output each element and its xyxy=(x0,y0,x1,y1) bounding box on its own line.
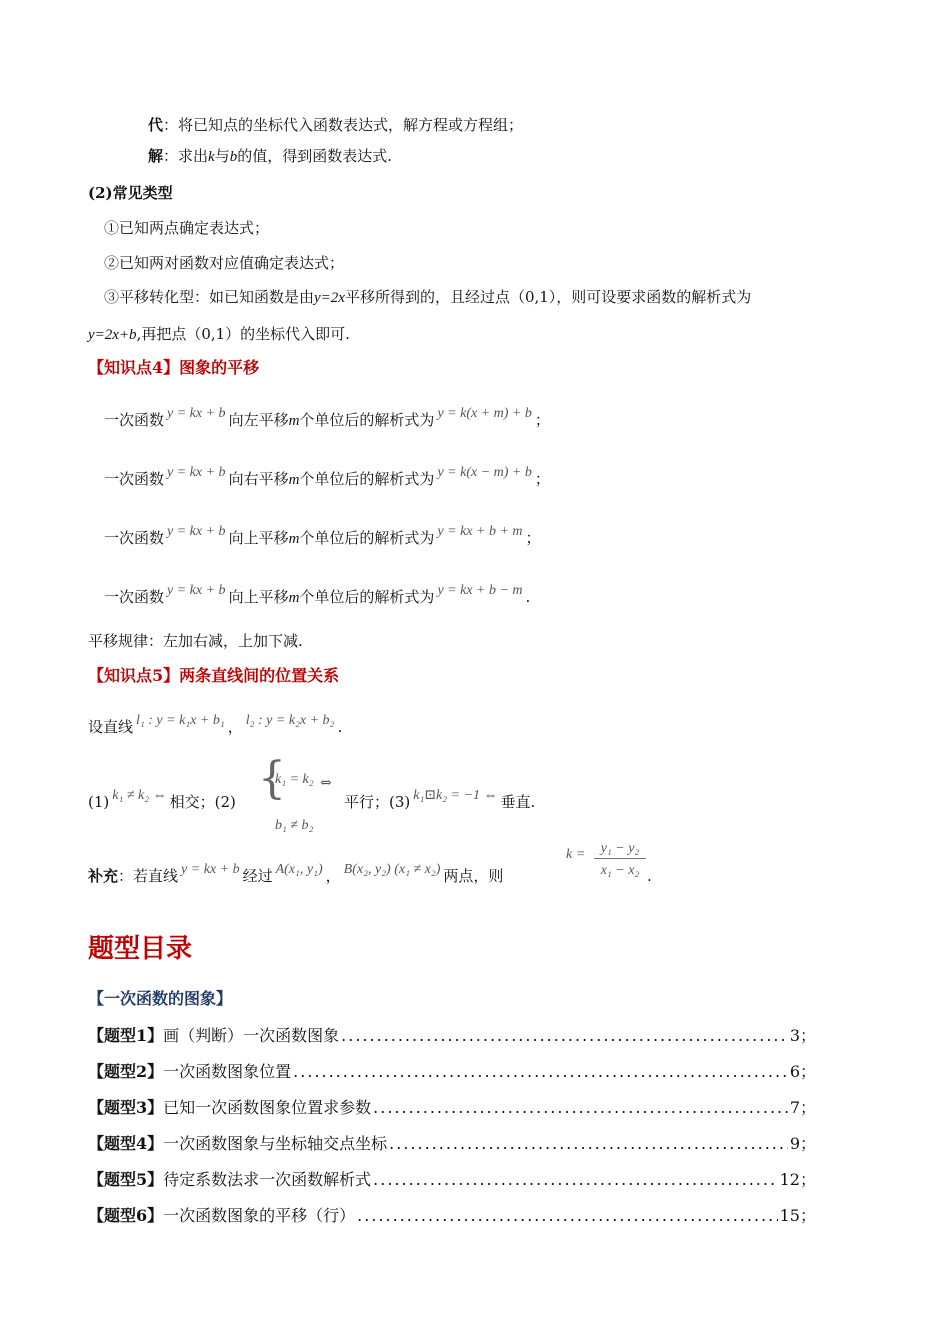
toc-entry-tag: 【题型1】 xyxy=(88,1026,164,1045)
step-dai xyxy=(148,115,523,135)
kp4-mid: 个单位后的解析式为 xyxy=(299,411,435,429)
kp5-supplement xyxy=(88,862,504,888)
kp4-dir: 向右平移 xyxy=(228,470,289,488)
common-type-item: ①已知两点确定表达式； xyxy=(104,219,270,237)
toc-entry-tag: 【题型3】 xyxy=(88,1098,164,1117)
toc-entry[interactable] xyxy=(88,1025,816,1047)
toc-entry-text: 已知一次函数图象位置求参数 xyxy=(163,1098,372,1117)
step-jie-text: 与 xyxy=(214,147,230,165)
step-jie-text: ：求出 xyxy=(163,147,209,165)
kp4-m: m xyxy=(288,531,300,547)
common-type-text: ,再把点（0,1）的坐标代入即可. xyxy=(136,325,350,343)
step-dai-label: 代 xyxy=(148,116,164,134)
kp5-comma: ， xyxy=(227,718,243,736)
toc-entry-tag: 【题型2】 xyxy=(88,1062,164,1081)
kp4-result: y = kx + b − m xyxy=(437,583,523,598)
kp5-set-text: 设直线 xyxy=(88,718,134,736)
kp4-end: ； xyxy=(525,529,541,547)
kp5-slope-label: k = xyxy=(566,847,586,862)
toc-leader-dots xyxy=(373,1097,788,1119)
toc-entry-text: 一次函数图象的平移（行） xyxy=(163,1206,356,1225)
toc-entry[interactable] xyxy=(88,1169,816,1191)
toc-section: 【一次函数的图象】 xyxy=(88,989,233,1008)
kp4-end: ； xyxy=(534,411,550,429)
toc-entry-tag: 【题型4】 xyxy=(88,1134,164,1153)
kp4-dir: 向上平移 xyxy=(228,529,289,547)
kp5-case2-bot: b₁ ≠ b₂ xyxy=(275,818,314,833)
toc-entry[interactable] xyxy=(88,1061,816,1083)
toc-entry[interactable] xyxy=(88,1133,816,1155)
kp5-supp-text: ， xyxy=(325,867,341,885)
toc-entry-tag: 【题型5】 xyxy=(88,1170,164,1189)
kp5-case1-res: 相交；(2) xyxy=(169,793,236,811)
kp5-supp-text: 经过 xyxy=(242,867,273,885)
kp5-case2-arrow: ⇔ xyxy=(320,775,332,791)
toc-entry-page: 12； xyxy=(779,1170,816,1189)
kp5-case1 xyxy=(88,788,236,814)
common-type-eq: y=2x+b xyxy=(88,327,137,343)
toc-title: 题型目录 xyxy=(88,934,193,964)
kp4-mid: 个单位后的解析式为 xyxy=(299,470,435,488)
kp5-case2-brace: { xyxy=(258,753,286,804)
toc-entry-text: 画（判断）一次函数图象 xyxy=(163,1026,340,1045)
toc-leader-dots xyxy=(293,1061,788,1083)
common-types-heading: (2)常见类型 xyxy=(88,184,173,202)
kp5-supp-point-a: A(x₁, y₁) xyxy=(275,862,323,877)
kp4-line xyxy=(104,465,550,491)
common-type-item-cont xyxy=(88,324,350,345)
kp4-mid: 个单位后的解析式为 xyxy=(299,588,435,606)
kp5-supp-period: . xyxy=(647,867,652,885)
toc-leader-dots xyxy=(341,1025,788,1047)
toc-entry-page: 6； xyxy=(789,1062,816,1081)
toc-entry-text: 待定系数法求一次函数解析式 xyxy=(163,1170,372,1189)
toc-entry-page: 7； xyxy=(789,1098,816,1117)
kp5-supp-point-b: B(x₂, y₂) (x₁ ≠ x₂) xyxy=(343,862,441,877)
kp4-fn: y = kx + b xyxy=(167,524,226,539)
kp4-dir: 向上平移 xyxy=(228,588,289,606)
step-jie-text: 的值，得到函数表达式. xyxy=(237,147,392,165)
kp4-fn: y = kx + b xyxy=(167,406,226,421)
step-dai-text: ：将已知点的坐标代入函数表达式，解方程或方程组； xyxy=(163,116,524,134)
kp4-mid: 个单位后的解析式为 xyxy=(299,529,435,547)
kp4-rule: 平移规律：左加右减，上加下减. xyxy=(88,632,303,650)
kp4-result: y = kx + b + m xyxy=(437,524,523,539)
kp4-fn: y = kx + b xyxy=(167,465,226,480)
kp5-case1-eq: k₁ ≠ k₂ ⇔ xyxy=(112,788,167,803)
kp5-case2 xyxy=(344,788,536,814)
kp4-line xyxy=(104,583,531,609)
toc-entry-text: 一次函数图象位置 xyxy=(163,1062,292,1081)
toc-leader-dots xyxy=(373,1169,777,1191)
kp4-title: 【知识点4】图象的平移 xyxy=(88,358,260,377)
kp5-l2: l₂ : y = k₂x + b₂ xyxy=(245,713,335,728)
kp4-end: ； xyxy=(534,470,550,488)
common-type-item: ②已知两对函数对应值确定表达式； xyxy=(104,254,345,272)
kp5-supp-label: 补充 xyxy=(88,867,119,885)
kp5-slope-denominator: x₁ − x₂ xyxy=(600,863,640,878)
kp4-dir: 向左平移 xyxy=(228,411,289,429)
toc-entry-page: 15； xyxy=(779,1206,816,1225)
common-type-text: 平移所得到的，且经过点（0,1），则可设要求函数的解析式为 xyxy=(344,288,752,306)
kp5-supp-text: ：若直线 xyxy=(118,867,179,885)
kp5-slope-numerator: y₁ − y₂ xyxy=(594,840,646,859)
kp4-result: y = k(x + m) + b xyxy=(437,406,532,421)
kp5-case2-top: k₁ = k₂ xyxy=(275,772,314,787)
kp4-prefix: 一次函数 xyxy=(104,588,165,606)
kp4-line xyxy=(104,524,541,550)
toc-leader-dots xyxy=(357,1205,777,1227)
step-jie-label: 解 xyxy=(148,147,164,165)
toc-entry-tag: 【题型6】 xyxy=(88,1206,164,1225)
toc-leader-dots xyxy=(389,1133,788,1155)
kp4-m: m xyxy=(288,590,300,606)
toc-entry-page: 3； xyxy=(789,1026,816,1045)
kp5-period: . xyxy=(337,718,343,736)
kp4-m: m xyxy=(288,413,300,429)
kp5-case3-eq: k₁⊡k₂ = −1 ⇔ xyxy=(413,788,498,803)
kp4-m: m xyxy=(288,472,300,488)
toc-entry-text: 一次函数图象与坐标轴交点坐标 xyxy=(163,1134,388,1153)
step-jie-k: k xyxy=(208,149,215,165)
common-type-item xyxy=(104,287,751,308)
common-type-text: ③平移转化型：如已知函数是由 xyxy=(104,288,315,306)
kp4-result: y = k(x − m) + b xyxy=(437,465,532,480)
kp4-line xyxy=(104,406,550,432)
toc-entry[interactable] xyxy=(88,1205,816,1227)
kp5-supp-text: 两点，则 xyxy=(443,867,504,885)
kp5-case3-res: 垂直. xyxy=(500,793,536,811)
kp5-supp-fn: y = kx + b xyxy=(181,862,240,877)
toc-entry[interactable] xyxy=(88,1097,816,1119)
kp5-set-lines xyxy=(88,713,343,739)
kp5-case1-num: (1) xyxy=(88,793,110,811)
step-jie xyxy=(148,146,392,167)
step-jie-b: b xyxy=(229,149,238,165)
kp5-l1: l₁ : y = k₁x + b₁ xyxy=(136,713,225,728)
kp4-prefix: 一次函数 xyxy=(104,470,165,488)
kp4-prefix: 一次函数 xyxy=(104,529,165,547)
common-type-eq: y=2x xyxy=(314,290,345,306)
kp4-prefix: 一次函数 xyxy=(104,411,165,429)
kp4-fn: y = kx + b xyxy=(167,583,226,598)
kp4-end: . xyxy=(525,588,531,606)
kp5-case2-res: 平行；(3) xyxy=(344,793,411,811)
kp5-title: 【知识点5】两条直线间的位置关系 xyxy=(88,666,340,685)
toc-entry-page: 9； xyxy=(789,1134,816,1153)
